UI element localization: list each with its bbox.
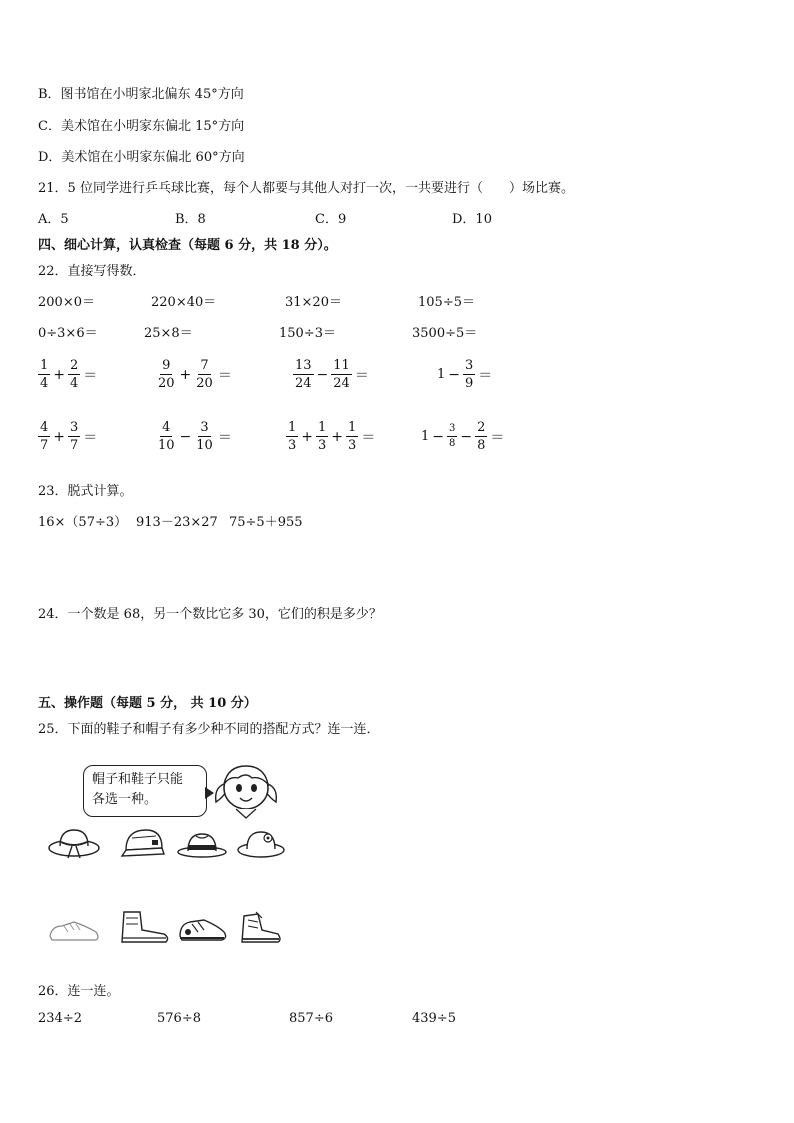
cap-icon bbox=[118, 826, 168, 860]
q23-expr-3: 75÷5＋955 bbox=[229, 515, 303, 530]
q21-option-b: B．8 bbox=[175, 212, 206, 227]
section4-title: 四、细心计算，认真检查（每题 6 分，共 18 分）。 bbox=[38, 238, 337, 253]
q23-expr-1: 16×（57÷3） bbox=[38, 515, 128, 530]
fraction: $\frac{7}{20}$ bbox=[196, 358, 213, 391]
q22-r1-c3: 31×20＝ bbox=[285, 295, 342, 310]
q26-title: 26．连一连。 bbox=[38, 984, 120, 999]
q23-expr-2: 913－23×27 bbox=[136, 515, 218, 530]
fraction: $\frac{3}{7}$ bbox=[70, 420, 79, 453]
q26-expr-3: 857÷6 bbox=[289, 1011, 333, 1026]
fraction: $\frac{1}{3}$ bbox=[348, 420, 357, 453]
fraction: $\frac{9}{20}$ bbox=[158, 358, 175, 391]
girl-illustration bbox=[210, 758, 282, 820]
q20-option-c: C．美术馆在小明家东偏北 15°方向 bbox=[38, 119, 245, 134]
q20-option-d: D．美术馆在小明家东偏北 60°方向 bbox=[38, 150, 245, 165]
q22-r1-c4: 105÷5＝ bbox=[418, 295, 475, 310]
fraction: $\frac{11}{24}$ bbox=[333, 358, 350, 391]
fraction: $\frac{2}{8}$ bbox=[477, 420, 486, 453]
q26-expr-2: 576÷8 bbox=[157, 1011, 201, 1026]
q22-r2-c4: 3500÷5＝ bbox=[412, 326, 478, 341]
frac-expr-a: $\frac{1}{4}$ + $\frac{2}{4}$ ＝ bbox=[40, 358, 98, 391]
frac-expr-c: $\frac{13}{24}$ − $\frac{11}{24}$ ＝ bbox=[295, 358, 369, 391]
fraction: $\frac{13}{24}$ bbox=[295, 358, 312, 391]
fraction: $\frac{3}{9}$ bbox=[465, 358, 474, 391]
q24-text: 24．一个数是 68，另一个数比它多 30，它们的积是多少？ bbox=[38, 607, 382, 622]
speech-bubble bbox=[83, 765, 207, 817]
q22-r1-c2: 220×40＝ bbox=[151, 295, 217, 310]
boot-icon bbox=[116, 906, 172, 948]
frac-expr-g: $\frac{1}{3}$ + $\frac{1}{3}$ + $\frac{1}{3}$ ＝ bbox=[288, 420, 376, 453]
q22-r1-c1: 200×0＝ bbox=[38, 295, 95, 310]
frac-expr-h: 1 − $\frac{3}{8}$ − $\frac{2}{8}$ ＝ bbox=[421, 420, 505, 453]
q22-r2-c3: 150÷3＝ bbox=[279, 326, 336, 341]
high-top-shoe-icon bbox=[236, 908, 284, 948]
frac-expr-f: $\frac{4}{10}$ − $\frac{3}{10}$ ＝ bbox=[158, 420, 232, 453]
q21-option-a: A．5 bbox=[38, 212, 69, 227]
q25-title: 25．下面的鞋子和帽子有多少种不同的搭配方式？连一连． bbox=[38, 722, 380, 737]
sport-shoe-icon bbox=[174, 910, 230, 948]
q22-title: 22．直接写得数． bbox=[38, 264, 146, 279]
fraction: $\frac{1}{3}$ bbox=[318, 420, 327, 453]
frac-expr-e: $\frac{4}{7}$ + $\frac{3}{7}$ ＝ bbox=[40, 420, 98, 453]
fraction: $\frac{2}{4}$ bbox=[70, 358, 79, 391]
fraction: $\frac{1}{4}$ bbox=[40, 358, 49, 391]
fraction: $\frac{1}{3}$ bbox=[288, 420, 297, 453]
flower-hat-icon bbox=[236, 824, 286, 860]
q22-r2-c2: 25×8＝ bbox=[144, 326, 193, 341]
fraction: $\frac{3}{10}$ bbox=[196, 420, 213, 453]
frac-expr-b: $\frac{9}{20}$ + $\frac{7}{20}$ ＝ bbox=[158, 358, 232, 391]
speech-line-1: 帽子和鞋子只能 bbox=[92, 772, 184, 787]
q26-expr-4: 439÷5 bbox=[412, 1011, 456, 1026]
speech-line-2: 各选一种。 bbox=[92, 792, 158, 807]
fraction: $\frac{4}{10}$ bbox=[158, 420, 175, 453]
q26-expr-1: 234÷2 bbox=[38, 1011, 82, 1026]
q23-title: 23．脱式计算。 bbox=[38, 484, 133, 499]
section5-title: 五、操作题（每题 5 分， 共 10 分） bbox=[38, 696, 257, 711]
fraction: $\frac{3}{8}$ bbox=[449, 423, 456, 449]
hat-icon bbox=[46, 822, 102, 862]
q21-text: 21．5 位同学进行乒乓球比赛，每个人都要与其他人对打一次，一共要进行（ ）场比赛。 bbox=[38, 181, 574, 196]
fedora-hat-icon bbox=[176, 828, 228, 860]
q21-option-d: D．10 bbox=[452, 212, 492, 227]
q22-r2-c1: 0÷3×6＝ bbox=[38, 326, 98, 341]
sneaker-icon bbox=[46, 914, 102, 946]
q20-option-b: B．图书馆在小明家北偏东 45°方向 bbox=[38, 87, 244, 102]
fraction: $\frac{4}{7}$ bbox=[40, 420, 49, 453]
frac-expr-d: 1 − $\frac{3}{9}$ ＝ bbox=[437, 358, 493, 391]
q21-option-c: C．9 bbox=[315, 212, 347, 227]
